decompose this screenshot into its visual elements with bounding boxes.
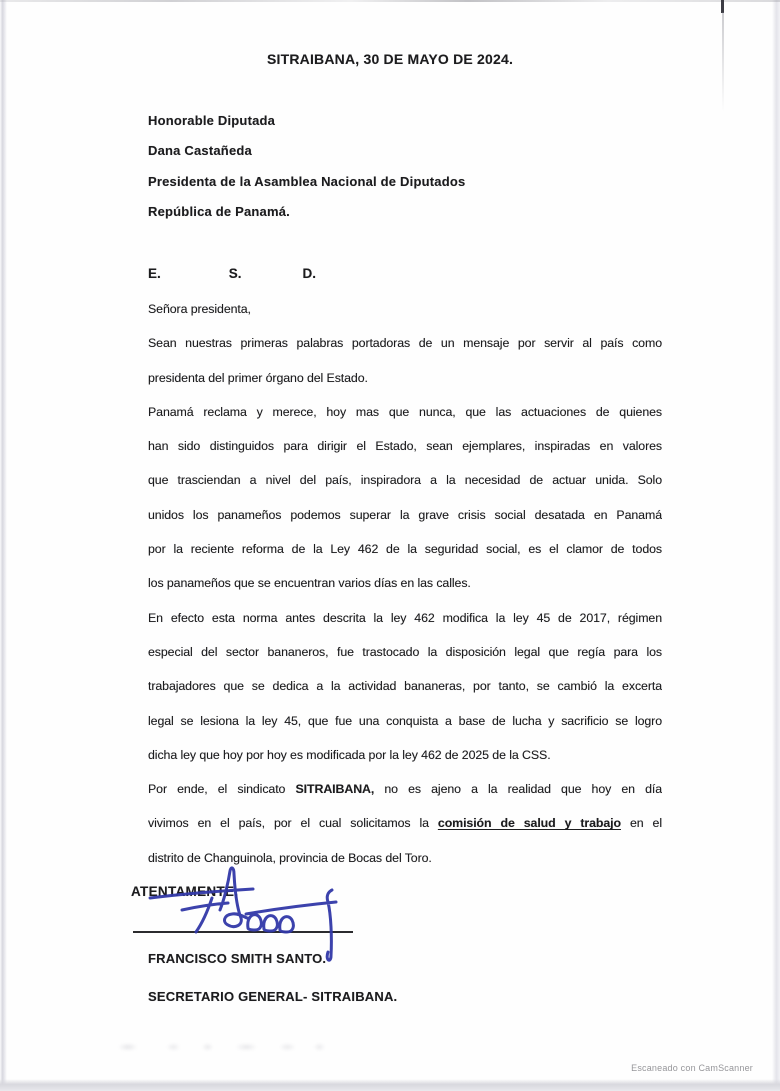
body-text-segment: Por ende, el sindicato (148, 782, 296, 797)
body-line: presidenta del primer órgano del Estado. (148, 370, 368, 385)
body-line: especial del sector bananeros, fue trastocado la disposición legal que regía para los (148, 644, 662, 659)
signature-ink-graphic (120, 852, 380, 972)
body-line (148, 772, 662, 806)
body-text-segment: en el (620, 816, 662, 831)
recipient-line-name: Dana Castañeda (148, 143, 252, 159)
scan-edge-right (772, 0, 780, 1091)
body-line: que trasciendan a nivel del país, inspiradora a la necesidad de actuar unida. Solo (148, 473, 662, 488)
esd-initials (148, 266, 316, 281)
recipient-block (148, 106, 465, 228)
body-text-segment: vivimos en el país, por el cual solicitamos la (148, 816, 438, 831)
closing-word: ATENTAMENTE, (131, 884, 239, 899)
scan-edge-bottom (0, 1079, 780, 1091)
esd-s: S. (228, 266, 242, 281)
body-line: han sido distinguidos para dirigir el Estado, sean ejemplares, inspiradas en valores (148, 439, 662, 454)
body-text-segment: no es ajeno a la realidad que hoy en día (374, 782, 662, 797)
recipient-line-country: República de Panamá. (148, 204, 290, 220)
body-line: Sean nuestras primeras palabras portadoras de un mensaje por servir al país como (148, 336, 662, 351)
esd-e: E. (148, 266, 161, 281)
scan-edge-top (0, 0, 780, 2)
body-line: los panameños que se encuentran varios días en las calles. (148, 576, 471, 591)
body-line: En efecto esta norma antes descrita la ley 462 modifica la ley 45 de 2017, régimen (148, 610, 662, 625)
recipient-line-honorific: Honorable Diputada (148, 113, 276, 128)
signature-ink-strokes (150, 868, 336, 960)
salutation: Señora presidenta, (148, 302, 251, 316)
date-line: SITRAIBANA, 30 DE MAYO DE 2024. (266, 51, 514, 67)
bleed-through-artifact (105, 1041, 333, 1053)
recipient-line-role: Presidenta de la Asamblea Nacional de Diputados (148, 173, 466, 189)
esd-d: D. (302, 266, 317, 281)
union-name-bold: SITRAIBANA, (295, 782, 375, 797)
body-line (148, 806, 662, 840)
body-line: dicha ley que hoy por hoy es modificada por la ley 462 de 2025 de la CSS. (148, 747, 551, 762)
body-line: unidos los panameños podemos superar la grave crisis social desatada en Panamá (148, 507, 662, 522)
scanner-watermark: Escaneado con CamScanner (631, 1063, 753, 1073)
body-line: Panamá reclama y merece, hoy mas que nunca, que las actuaciones de quienes (148, 404, 662, 419)
body-line: distrito de Changuinola, provincia de Bocas del Toro. (148, 850, 432, 865)
body-line: legal se lesiona la ley 45, que fue una conquista a base de lucha y sacrificio se logro (148, 713, 662, 728)
commission-request-underlined: comisión de salud y trabajo (437, 816, 621, 831)
signature-main-stroke (182, 868, 336, 960)
body-line: por la reciente reforma de la Ley 462 de la seguridad social, es el clamor de todos (148, 542, 662, 557)
scan-edge-left (0, 0, 7, 1091)
signer-title: SECRETARIO GENERAL- SITRAIBANA. (148, 989, 398, 1004)
body-line: trabajadores que se dedica a la actividad bananeras, por tanto, se cambió la excerta (148, 679, 662, 694)
signer-name: FRANCISCO SMITH SANTO. (148, 951, 327, 966)
letter-body (148, 292, 662, 875)
